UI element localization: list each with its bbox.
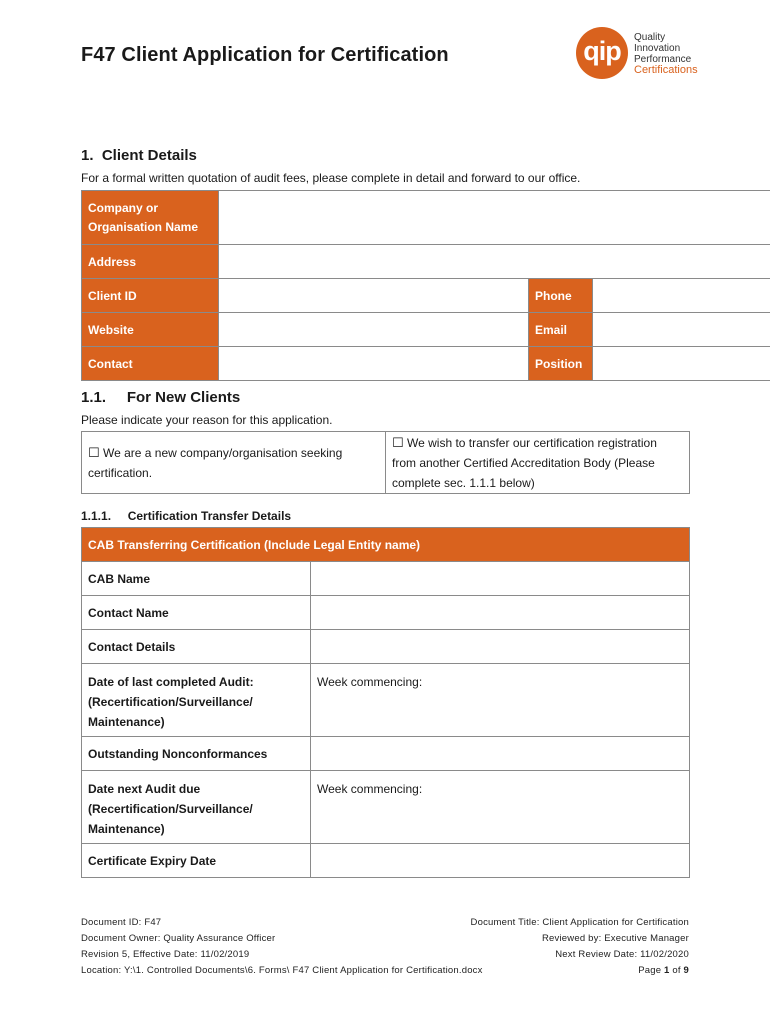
logo-text-quality: Quality (634, 32, 666, 43)
phone-field[interactable] (593, 279, 770, 313)
label-next-audit (82, 771, 311, 844)
client-id-field[interactable] (219, 279, 529, 313)
transfer-details-table (81, 527, 690, 878)
email-field[interactable] (593, 313, 770, 347)
label-client-id: Client ID (82, 279, 219, 313)
label-contact-name: Contact Name (82, 596, 311, 630)
week-commencing-label: Week commencing: (317, 782, 423, 796)
footer-page-prefix: Page (638, 965, 665, 976)
label-last-audit-line2: (Recertification/Surveillance/ (88, 695, 253, 709)
position-field[interactable] (593, 347, 770, 381)
logo-text-performance: Performance (634, 54, 692, 65)
section-1-1-intro: Please indicate your reason for this application. (81, 413, 333, 427)
contact-name-field[interactable] (311, 596, 690, 630)
checkbox-icon[interactable]: ☐ (88, 444, 100, 460)
label-position: Position (529, 347, 593, 381)
label-phone: Phone (529, 279, 593, 313)
new-client-options-table (81, 431, 690, 494)
label-next-audit-line1: Date next Audit due (88, 782, 201, 796)
option-new-company-label: We are a new company/organisation seeking certification. (88, 445, 343, 480)
website-field[interactable] (219, 313, 529, 347)
contact-details-field[interactable] (311, 630, 690, 664)
address-field[interactable] (219, 245, 770, 279)
footer-reviewed: Reviewed by: Executive Manager (542, 933, 689, 944)
option-transfer-label: We wish to transfer our certification registration from another Certified Accreditation Body (Please complete sec. 1.1.1 below) (392, 435, 657, 490)
next-audit-field[interactable] (311, 771, 690, 844)
logo-text-certifications: Certifications (634, 64, 698, 76)
cab-name-field[interactable] (311, 562, 690, 596)
label-address: Address (82, 245, 219, 279)
label-contact-details: Contact Details (82, 630, 311, 664)
certificate-expiry-field[interactable] (311, 844, 690, 878)
section-1-intro: For a formal written quotation of audit fees, please complete in detail and forward to our office. (81, 171, 581, 185)
label-company: Company or Organisation Name (82, 191, 219, 245)
contact-field[interactable] (219, 347, 529, 381)
footer-page-number: 1 (664, 965, 670, 976)
page-title: F47 Client Application for Certification (81, 44, 449, 66)
option-new-company[interactable] (82, 432, 386, 494)
qip-logo (572, 26, 712, 82)
transfer-table-header: CAB Transferring Certification (Include Legal Entity name) (82, 528, 690, 562)
section-1-heading: 1. Client Details (81, 147, 197, 164)
section-1-1-1-heading: 1.1.1. Certification Transfer Details (81, 509, 292, 523)
option-transfer[interactable] (386, 432, 690, 494)
footer-location: Location: Y:\1. Controlled Documents\6. Forms\ F47 Client Application for Certification.docx (81, 965, 483, 976)
footer-owner: Document Owner: Quality Assurance Officer (81, 933, 276, 944)
footer-page-of: of (669, 965, 684, 976)
footer-revision: Revision 5, Effective Date: 11/02/2019 (81, 949, 250, 960)
qip-logo-mark: qip (576, 27, 628, 79)
label-next-audit-line2: (Recertification/Surveillance/ (88, 802, 253, 816)
footer-doc-id: Document ID: F47 (81, 917, 162, 928)
section-1-1-heading: 1.1. For New Clients (81, 389, 241, 406)
client-details-table (81, 190, 770, 381)
footer-page-total: 9 (683, 965, 689, 976)
week-commencing-label: Week commencing: (317, 675, 423, 689)
checkbox-icon[interactable]: ☐ (392, 434, 404, 450)
label-cab-name: CAB Name (82, 562, 311, 596)
footer-page (638, 965, 689, 976)
label-last-audit (82, 664, 311, 737)
logo-text-innovation: Innovation (634, 43, 681, 54)
label-email: Email (529, 313, 593, 347)
footer-next-review: Next Review Date: 11/02/2020 (555, 949, 689, 960)
label-outstanding-ncs: Outstanding Nonconformances (82, 737, 311, 771)
label-contact: Contact (82, 347, 219, 381)
footer-doc-title: Document Title: Client Application for Certification (470, 917, 689, 928)
label-certificate-expiry: Certificate Expiry Date (82, 844, 311, 878)
label-last-audit-line3: Maintenance) (88, 715, 165, 729)
outstanding-ncs-field[interactable] (311, 737, 690, 771)
label-last-audit-line1: Date of last completed Audit: (88, 675, 254, 689)
company-field[interactable] (219, 191, 770, 245)
label-website: Website (82, 313, 219, 347)
last-audit-field[interactable] (311, 664, 690, 737)
label-next-audit-line3: Maintenance) (88, 822, 165, 836)
